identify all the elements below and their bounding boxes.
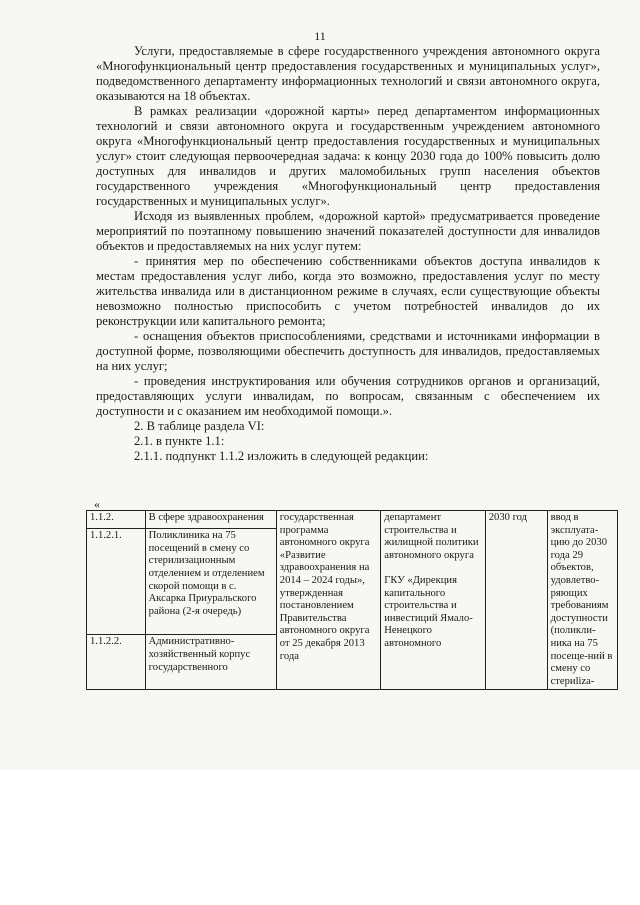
- measures-table: [86, 510, 618, 690]
- paragraph-mfc-objects: Услуги, предоставляемые в сфере государственного учреждения автономного округа «Многофункциональный центр предоставления государственных и муниципальных услуг», подведомственного департаменту информационных технологий и связи автономного округа, оказываются на 18 объектах.: [96, 44, 600, 103]
- paragraph-roadmap-task: В рамках реализации «дорожной карты» перед департаментом информационных технологий и связи автономного округа и государственным учреждением автономного округа «Многофункциональный центр предоставления государственных и муниципальных услуг» стоит следующая первоочередная задача: к концу 2030 года до 100% повысить долю доступных для инвалидов и других маломобильных групп населения объектов государственного учреждения «Многофункциональный центр предоставления государственных и муниципальных услуг».: [96, 104, 600, 208]
- page-number: 11: [314, 29, 326, 43]
- table-cell-year: 2030 год: [485, 511, 547, 690]
- paragraph-section-6: 2. В таблице раздела VI:: [134, 419, 265, 433]
- table-cell-name: В сфере здравоохранения: [145, 511, 276, 529]
- table-cell-name: Административно-хозяйственный корпус государственного: [145, 635, 276, 690]
- table-cell-result: ввод в эксплуата-цию до 2030 года 29 объектов, удовлетво-ряющих требованиям доступности (поликли-ника на 75 посеще-ний в смену со стериliza-: [547, 511, 617, 690]
- table-cell-number: 1.1.2.2.: [87, 635, 146, 690]
- paragraph-subpoint-1-1-2: 2.1.1. подпункт 1.1.2 изложить в следующей редакции:: [134, 449, 429, 463]
- paragraph-measure-equipment: - оснащения объектов приспособлениями, средствами и источниками информации в доступной форме, позволяющими обеспечить доступность для инвалидов, предоставляемых на них услуг;: [96, 329, 600, 373]
- paragraph-measures-intro: Исходя из выявленных проблем, «дорожной картой» предусматривается проведение мероприятий по поэтапному повышению значений показателей доступности для инвалидов объектов и предоставляемых на них услуг путем:: [96, 209, 600, 253]
- table-row: [87, 511, 618, 529]
- table-cell-responsible: департамент строительства и жилищной политики автономного округа ГКУ «Дирекция капитального строительства и инвестиций Ямало-Ненецкого автономного: [381, 511, 485, 690]
- body-text: [96, 44, 600, 464]
- table-cell-number: 1.1.2.1.: [87, 529, 146, 635]
- paragraph-point-1-1: 2.1. в пункте 1.1:: [134, 434, 225, 448]
- table-cell-number: 1.1.2.: [87, 511, 146, 529]
- opening-quote: «: [94, 497, 100, 511]
- paragraph-measure-training: - проведения инструктирования или обучения сотрудников органов и организаций, предоставляющих услуги инвалидам, по вопросам, связанным с обеспечением их доступности и с оказанием им необходимой помощи.».: [96, 374, 600, 418]
- table-cell-name: Поликлиника на 75 посещений в смену со стерилизационным отделением и отделением скорой помощи в с. Аксарка Приуральского района (2-я очередь): [145, 529, 276, 635]
- paragraph-measure-access: - принятия мер по обеспечению собственниками объектов доступа инвалидов к местам предоставления услуг либо, когда это возможно, предоставления услуг по месту жительства инвалида или в дистанционном режиме в случаях, если существующие объекты невозможно полностью приспособить с учетом потребностей инвалидов до их реконструкции или капитального ремонта;: [96, 254, 600, 328]
- table-cell-program: государственная программа автономного округа «Развитие здравоохранения на 2014 – 2024 годы», утвержденная постановлением Правительства автономного округа от 25 декабря 2013 года: [276, 511, 380, 690]
